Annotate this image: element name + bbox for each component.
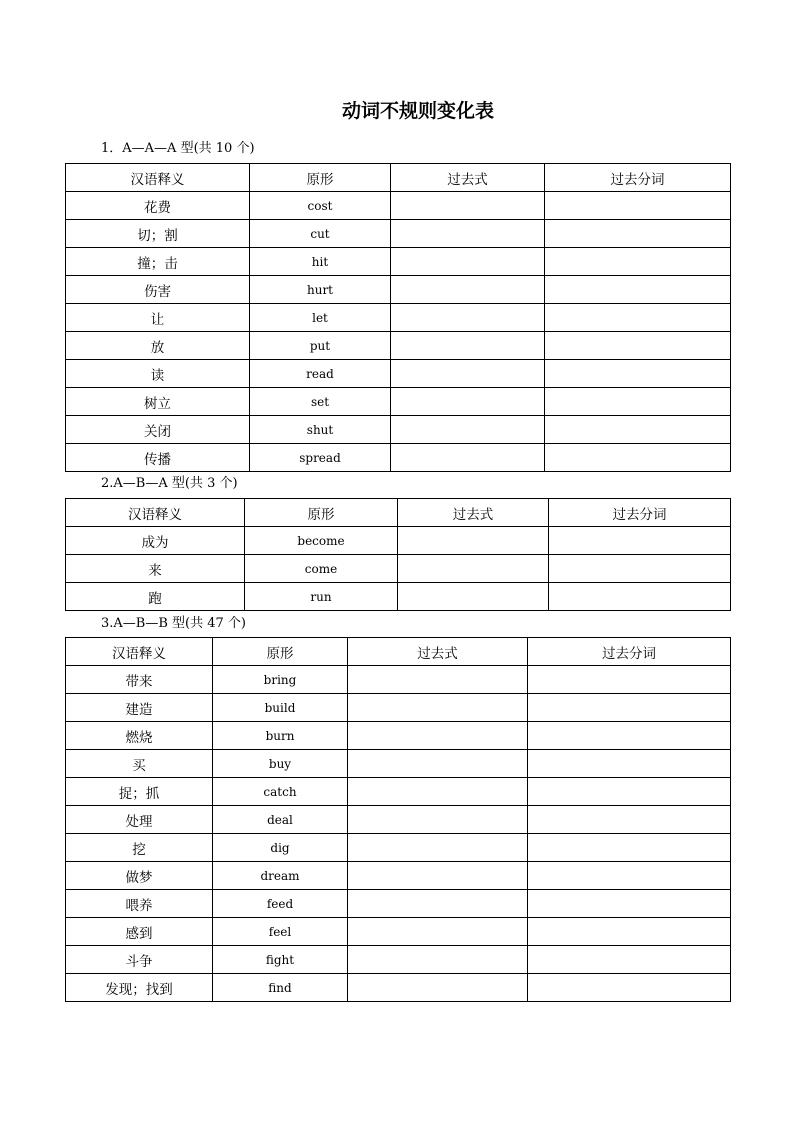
section-3-table xyxy=(65,637,731,1002)
past-tense-cell xyxy=(391,444,545,472)
base-form-cell: read xyxy=(250,360,391,388)
section-1-table xyxy=(65,163,731,472)
meaning-cell: 建造 xyxy=(66,694,213,722)
table-row xyxy=(66,555,731,583)
meaning-cell: 捉；抓 xyxy=(66,778,213,806)
base-form-cell: dig xyxy=(213,834,348,862)
table-row xyxy=(66,722,731,750)
section-3-heading: 3.A—B—B 型(共 47 个) xyxy=(101,616,246,631)
past-tense-cell xyxy=(348,862,528,890)
past-participle-cell xyxy=(545,192,731,220)
past-tense-cell xyxy=(391,332,545,360)
meaning-cell: 树立 xyxy=(66,388,250,416)
past-participle-cell xyxy=(545,248,731,276)
table-row xyxy=(66,248,731,276)
past-tense-cell xyxy=(348,834,528,862)
past-tense-cell xyxy=(391,360,545,388)
past-participle-cell xyxy=(528,890,731,918)
base-form-cell: let xyxy=(250,304,391,332)
table-row xyxy=(66,778,731,806)
meaning-cell: 买 xyxy=(66,750,213,778)
past-tense-cell xyxy=(398,555,549,583)
past-tense-cell xyxy=(391,220,545,248)
header-base: 原形 xyxy=(245,499,398,527)
table-header-row xyxy=(66,638,731,666)
past-tense-cell xyxy=(391,304,545,332)
base-form-cell: spread xyxy=(250,444,391,472)
base-form-cell: find xyxy=(213,974,348,1002)
past-tense-cell xyxy=(391,276,545,304)
table-row xyxy=(66,862,731,890)
meaning-cell: 燃烧 xyxy=(66,722,213,750)
meaning-cell: 跑 xyxy=(66,583,245,611)
table-row xyxy=(66,974,731,1002)
past-participle-cell xyxy=(528,974,731,1002)
past-participle-cell xyxy=(549,583,731,611)
base-form-cell: hurt xyxy=(250,276,391,304)
past-participle-cell xyxy=(545,304,731,332)
past-participle-cell xyxy=(549,555,731,583)
past-participle-cell xyxy=(528,834,731,862)
past-participle-cell xyxy=(528,694,731,722)
base-form-cell: dream xyxy=(213,862,348,890)
table-row xyxy=(66,276,731,304)
base-form-cell: set xyxy=(250,388,391,416)
base-form-cell: come xyxy=(245,555,398,583)
table-row xyxy=(66,834,731,862)
meaning-cell: 带来 xyxy=(66,666,213,694)
meaning-cell: 传播 xyxy=(66,444,250,472)
table-row xyxy=(66,220,731,248)
table-row xyxy=(66,360,731,388)
base-form-cell: fight xyxy=(213,946,348,974)
past-participle-cell xyxy=(545,388,731,416)
past-tense-cell xyxy=(391,416,545,444)
header-participle: 过去分词 xyxy=(528,638,731,666)
header-base: 原形 xyxy=(250,164,391,192)
table-header-row xyxy=(66,164,731,192)
past-participle-cell xyxy=(528,806,731,834)
meaning-cell: 让 xyxy=(66,304,250,332)
past-tense-cell xyxy=(398,527,549,555)
header-participle: 过去分词 xyxy=(545,164,731,192)
past-tense-cell xyxy=(391,388,545,416)
section-2-heading: 2.A—B—A 型(共 3 个) xyxy=(101,476,238,491)
table-row xyxy=(66,583,731,611)
base-form-cell: burn xyxy=(213,722,348,750)
base-form-cell: shut xyxy=(250,416,391,444)
meaning-cell: 做梦 xyxy=(66,862,213,890)
section-2-table xyxy=(65,498,731,611)
past-participle-cell xyxy=(528,918,731,946)
base-form-cell: put xyxy=(250,332,391,360)
table-row xyxy=(66,416,731,444)
header-meaning: 汉语释义 xyxy=(66,499,245,527)
past-tense-cell xyxy=(348,722,528,750)
past-participle-cell xyxy=(545,444,731,472)
meaning-cell: 读 xyxy=(66,360,250,388)
base-form-cell: feel xyxy=(213,918,348,946)
header-past: 过去式 xyxy=(391,164,545,192)
base-form-cell: cut xyxy=(250,220,391,248)
table-row xyxy=(66,750,731,778)
table-header-row xyxy=(66,499,731,527)
past-tense-cell xyxy=(348,750,528,778)
meaning-cell: 感到 xyxy=(66,918,213,946)
past-tense-cell xyxy=(348,778,528,806)
past-participle-cell xyxy=(528,862,731,890)
meaning-cell: 切；割 xyxy=(66,220,250,248)
base-form-cell: catch xyxy=(213,778,348,806)
past-participle-cell xyxy=(545,332,731,360)
header-past: 过去式 xyxy=(398,499,549,527)
meaning-cell: 来 xyxy=(66,555,245,583)
meaning-cell: 伤害 xyxy=(66,276,250,304)
past-participle-cell xyxy=(528,666,731,694)
meaning-cell: 撞；击 xyxy=(66,248,250,276)
base-form-cell: build xyxy=(213,694,348,722)
base-form-cell: become xyxy=(245,527,398,555)
header-meaning: 汉语释义 xyxy=(66,164,250,192)
section-1-heading: 1．A—A—A 型(共 10 个) xyxy=(101,141,255,156)
base-form-cell: run xyxy=(245,583,398,611)
header-past: 过去式 xyxy=(348,638,528,666)
past-participle-cell xyxy=(528,722,731,750)
table-row xyxy=(66,444,731,472)
meaning-cell: 成为 xyxy=(66,527,245,555)
past-participle-cell xyxy=(549,527,731,555)
meaning-cell: 关闭 xyxy=(66,416,250,444)
table-row xyxy=(66,388,731,416)
past-participle-cell xyxy=(545,276,731,304)
meaning-cell: 斗争 xyxy=(66,946,213,974)
past-participle-cell xyxy=(528,778,731,806)
table-row xyxy=(66,304,731,332)
meaning-cell: 发现；找到 xyxy=(66,974,213,1002)
table-row xyxy=(66,527,731,555)
past-participle-cell xyxy=(528,750,731,778)
base-form-cell: cost xyxy=(250,192,391,220)
past-tense-cell xyxy=(348,890,528,918)
past-tense-cell xyxy=(348,694,528,722)
table-row xyxy=(66,192,731,220)
past-participle-cell xyxy=(545,416,731,444)
table-row xyxy=(66,890,731,918)
meaning-cell: 花费 xyxy=(66,192,250,220)
header-base: 原形 xyxy=(213,638,348,666)
table-row xyxy=(66,332,731,360)
past-tense-cell xyxy=(391,248,545,276)
past-participle-cell xyxy=(545,360,731,388)
base-form-cell: buy xyxy=(213,750,348,778)
meaning-cell: 喂养 xyxy=(66,890,213,918)
table-row xyxy=(66,946,731,974)
base-form-cell: feed xyxy=(213,890,348,918)
meaning-cell: 放 xyxy=(66,332,250,360)
past-tense-cell xyxy=(348,666,528,694)
past-tense-cell xyxy=(348,946,528,974)
past-participle-cell xyxy=(528,946,731,974)
meaning-cell: 处理 xyxy=(66,806,213,834)
table-row xyxy=(66,694,731,722)
table-row xyxy=(66,666,731,694)
base-form-cell: hit xyxy=(250,248,391,276)
meaning-cell: 挖 xyxy=(66,834,213,862)
past-tense-cell xyxy=(391,192,545,220)
base-form-cell: bring xyxy=(213,666,348,694)
header-meaning: 汉语释义 xyxy=(66,638,213,666)
table-row xyxy=(66,806,731,834)
past-tense-cell xyxy=(348,806,528,834)
page-title: 动词不规则变化表 xyxy=(341,100,494,122)
base-form-cell: deal xyxy=(213,806,348,834)
past-tense-cell xyxy=(398,583,549,611)
past-participle-cell xyxy=(545,220,731,248)
past-tense-cell xyxy=(348,918,528,946)
past-tense-cell xyxy=(348,974,528,1002)
header-participle: 过去分词 xyxy=(549,499,731,527)
table-row xyxy=(66,918,731,946)
